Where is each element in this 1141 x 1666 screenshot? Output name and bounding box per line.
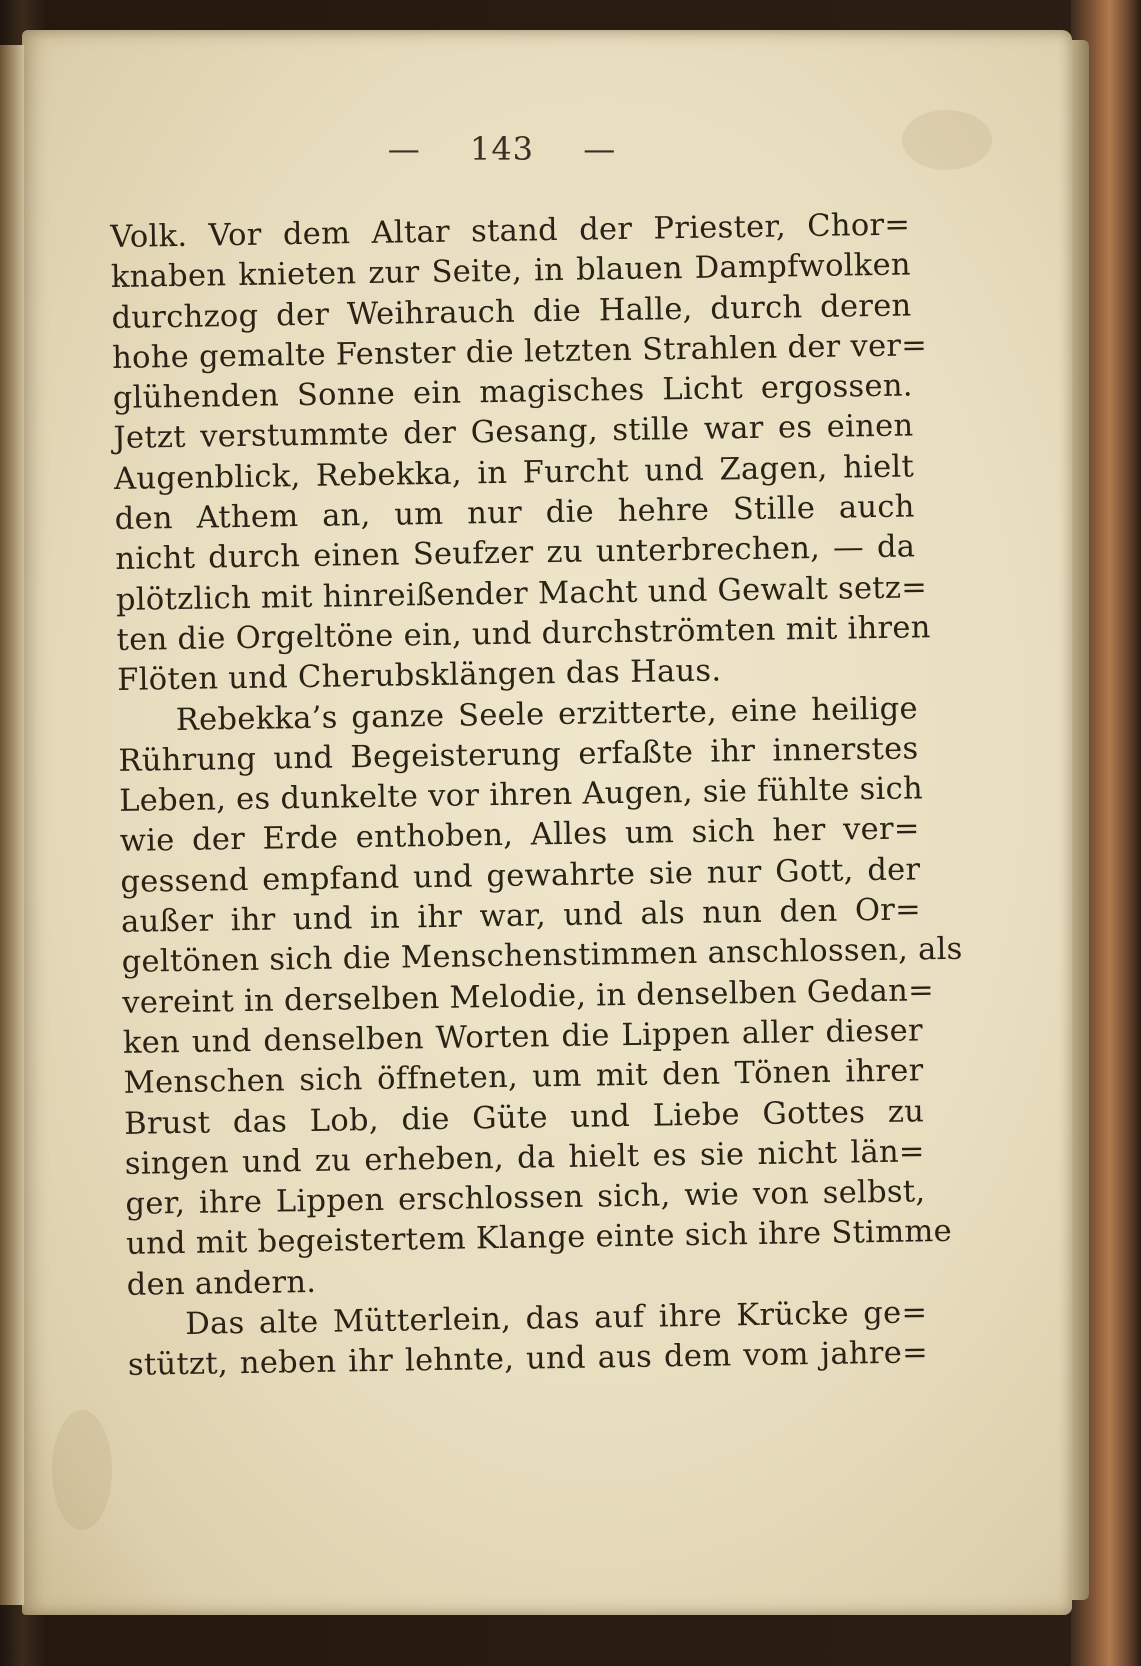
text-line: geltönen sich die Menschenstimmen anschlossen, als (121, 932, 963, 981)
page-header (22, 130, 982, 168)
text-line: den andern. (126, 1264, 317, 1303)
header-dash-right: — (583, 130, 617, 168)
text-line: gessend empfand und gewahrte sie nur Gott, der (120, 852, 921, 900)
text-line: den Athem an, um nur die hehre Stille auch (114, 489, 915, 538)
text-line: hohe gemalte Fenster die letzten Strahlen der ver= (111, 328, 928, 376)
text-line: Augenblick, Rebekka, in Furcht und Zagen, hielt (113, 449, 915, 497)
text-line: Leben, es dunkelte vor ihren Augen, sie fühlte sich (118, 771, 924, 820)
text-line: und mit begeistertem Klange einte sich ihre Stimme (125, 1214, 953, 1263)
text-line: außer ihr und in ihr war, und als nun den Or= (120, 892, 922, 940)
text-line: ken und denselben Worten die Lippen aller dieser (122, 1013, 924, 1061)
text-line: Jetzt verstummte der Gesang, stille war es einen (113, 408, 914, 457)
text-line: Volk. Vor dem Altar stand der Priester, Chor= (110, 207, 911, 255)
book-page (22, 30, 1072, 1615)
text-line: glühenden Sonne ein magisches Licht ergossen. (112, 368, 914, 417)
text-line: Das alte Mütterlein, das auf ihre Krücke ge= (185, 1295, 928, 1342)
text-line: knaben knieten zur Seite, in blauen Dampfwolken (110, 247, 912, 296)
text-line: Brust das Lob, die Güte und Liebe Gottes zu (123, 1093, 925, 1142)
text-line: singen und zu erheben, da hielt es sie nicht län= (124, 1134, 926, 1182)
page-stain (52, 1410, 112, 1530)
text-line: vereint in derselben Melodie, in denselben Gedan= (122, 972, 935, 1021)
text-line: stützt, neben ihr lehnte, und aus dem vom jahre= (127, 1335, 929, 1384)
text-line: Menschen sich öffneten, um mit den Tönen ihrer (123, 1053, 924, 1102)
text-line: Rebekka’s ganze Seele erzitterte, eine heilige (175, 690, 919, 738)
text-line: nicht durch einen Seufzer zu unterbrechen, — da (115, 529, 916, 578)
text-line: Flöten und Cherubsklängen das Haus. (116, 653, 722, 699)
text-line: ten die Orgeltöne ein, und durchströmten mit ihren (116, 610, 931, 658)
text-line: Rührung und Begeisterung erfaßte ihr innerstes (118, 731, 919, 779)
body-text (110, 205, 963, 1386)
previous-page-edge (0, 45, 24, 1605)
page-number: 143 (469, 130, 535, 168)
text-line: ger, ihre Lippen erschlossen sich, wie von selbst, (125, 1174, 926, 1223)
text-line: wie der Erde enthoben, Alles um sich her ver= (119, 811, 920, 860)
text-line: durchzog der Weihrauch die Halle, durch deren (111, 288, 912, 336)
text-line: plötzlich mit hinreißender Macht und Gewalt setz= (115, 569, 928, 618)
header-dash-left: — (387, 130, 421, 168)
